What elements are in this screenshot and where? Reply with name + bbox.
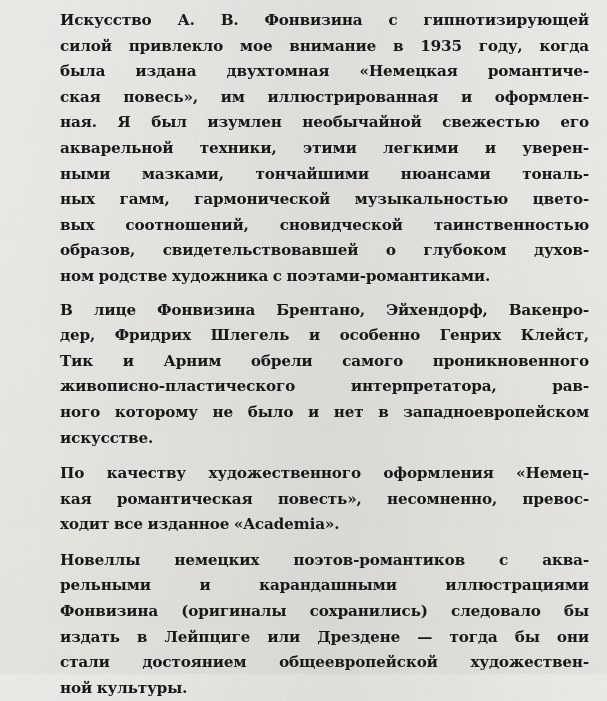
text-line: издать в Лейпциге или Дрездене — тогда бы они [60, 627, 589, 646]
text-line: ном родстве художника с поэтами-романтиками. [60, 266, 491, 285]
text-line: была издана двухтомная «Немецкая романтиче- [60, 62, 589, 81]
paragraph-3 [60, 461, 589, 538]
text-line: По качеству художественного оформления «Немец- [60, 464, 589, 483]
text-line: силой привлекло мое внимание в 1935 году, когда [60, 36, 589, 55]
text-line: В лице Фонвизина Брентано, Эйхендорф, Вакенро- [60, 300, 589, 319]
text-line: кая романтическая повесть», несомненно, превос- [60, 489, 589, 508]
text-line: ного которому не было и нет в западноевропейском [60, 402, 589, 421]
text-line: Новеллы немецких поэтов-романтиков с аква- [60, 550, 589, 569]
text-line: дер, Фридрих Шлегель и особенно Генрих Клейст, [60, 326, 589, 345]
text-line: рельными и карандашными иллюстрациями [60, 576, 589, 595]
text-line: образов, свидетельствовавшей о глубоком духов- [60, 241, 589, 260]
text-line: вых соотношений, сновидческой таинственностью [60, 215, 589, 234]
text-line: ными мазками, тончайшими нюансами тональ- [60, 164, 589, 183]
text-line: акварельной техники, этими легкими и уверен- [60, 138, 589, 157]
paragraph-2 [60, 298, 589, 452]
text-line: ходит все изданное «Academia». [60, 515, 340, 534]
paragraph-1 [60, 8, 589, 290]
text-line: Фонвизина (оригиналы сохранились) следовало бы [60, 602, 589, 621]
text-line: стали достоянием общеевропейской художествен- [60, 653, 589, 672]
text-line: Тик и Арним обрели самого проникновенного [60, 351, 589, 370]
text-line: ной культуры. [60, 678, 188, 697]
text-line: ных гамм, гармонической музыкальностью цвето- [60, 190, 589, 209]
text-line: ная. Я был изумлен необычайной свежестью его [60, 113, 589, 132]
paragraph-4 [60, 548, 589, 701]
text-line: живописно-пластического интерпретатора, рав- [60, 377, 589, 396]
text-line: искусстве. [60, 428, 154, 447]
text-line: ская повесь», им иллюстрированная и оформлен- [60, 87, 589, 106]
text-line: Искусство А. В. Фонвизина с гипнотизирующей [60, 11, 589, 29]
